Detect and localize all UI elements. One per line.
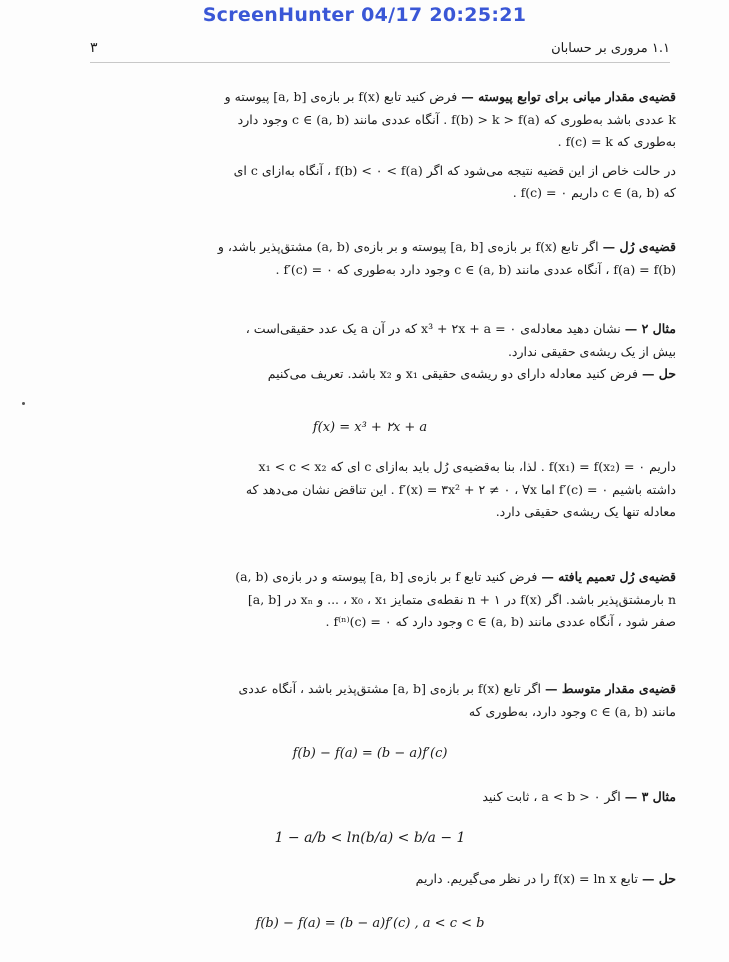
page-number: ۳: [90, 40, 98, 56]
ivt-title: قضیه‌ی مقدار میانی برای توابع پیوسته —: [461, 89, 676, 104]
ex2-line-1: مثال ۲ — نشان دهید معادله‌ی x³ + ۲x + a = ۰ که در آن a یک عدد حقیقی‌است ،: [245, 321, 676, 336]
section-title: ۱.۱ مروری بر حسابان: [551, 41, 670, 56]
ex3-inequality: 1 − a/b < ln(b/a) < b/a − 1: [274, 830, 466, 846]
ex2-equation: f(x) = x³ + ۲x + a: [312, 420, 428, 435]
rolle-title: قضیه‌ی رُل —: [602, 239, 676, 254]
ex2-solution-line-3: داشته باشیم f′(c) = ۰ اما f′(x) = ۳x² + ۲ ≠ ۰ ، ∀x . این تناقض نشان می‌دهد که: [245, 481, 676, 497]
ivt-line-4: در حالت خاص از این قضیه نتیجه می‌شود که اگر f(b) < ۰ < f(a) ، آنگاه به‌ازای c ای: [233, 162, 676, 178]
mvt-block: [96, 678, 676, 723]
ex3-line-1: مثال ۳ — اگر ۰ < a < b ، ثابت کنید: [482, 789, 676, 804]
ivt-block: [96, 86, 676, 205]
rolle-block: [96, 236, 676, 281]
example-2-solution: [96, 456, 676, 524]
ex2-solution-line-4: معادله تنها یک ریشه‌ی حقیقی دارد.: [495, 504, 676, 519]
rolle-line-1: قضیه‌ی رُل — اگر تابع f(x) بر بازه‌ی [a, b] پیوسته و بر بازه‌ی (a, b) مشتق‌پذیر باشد، و: [217, 239, 676, 254]
mvt-equation: f(b) − f(a) = (b − a)f′(c): [292, 746, 448, 761]
ivt-line-2: k عددی باشد به‌طوری که f(b) > k > f(a) . آنگاه عددی مانند c ∈ (a, b) وجود دارد: [237, 111, 676, 127]
example-3-block: [96, 786, 676, 809]
grolle-line-2: n بارمشتق‌پذیر باشد. اگر f(x) در n + ۱ نقطه‌ی متمایز x₀ ، x₁ ، ... و xₙ در [a, b]: [247, 591, 676, 607]
grolle-line-1: قضیه‌ی رُل تعمیم یافته — فرض کنید تابع f بر بازه‌ی [a, b] پیوسته و در بازه‌ی (a, b): [235, 569, 676, 584]
grolle-line-3: صفر شود ، آنگاه عددی مانند c ∈ (a, b) وجود دارد که f⁽ⁿ⁾(c) = ۰ .: [325, 614, 676, 629]
ex2-solution-line-1: حل — فرض کنید معادله دارای دو ریشه‌ی حقیقی x₁ و x₂ باشد. تعریف می‌کنیم: [267, 366, 676, 381]
example-3-solution: [96, 868, 676, 891]
ivt-line-5: که c ∈ (a, b) داریم f(c) = ۰ .: [512, 185, 676, 200]
ex2-solution-line-2: داریم f(x₁) = f(x₂) = ۰ . لذا، بنا به‌قضیه‌ی رُل باید به‌ازای c ای که x₁ < c < x₂: [258, 459, 676, 474]
ex3-solution-line-1: حل — تابع f(x) = ln x را در نظر می‌گیریم. داریم: [415, 871, 676, 886]
ivt-line-3: به‌طوری که f(c) = k .: [557, 134, 676, 149]
ex2-line-2: بیش از یک ریشه‌ی حقیقی ندارد.: [507, 343, 676, 359]
rolle-line-2: f(a) = f(b) ، آنگاه عددی مانند c ∈ (a, b) وجود دارد به‌طوری که f′(c) = ۰ .: [275, 261, 676, 277]
grolle-title: قضیه‌ی رُل تعمیم یافته —: [541, 569, 676, 584]
screenhunter-stamp: ScreenHunter 04/17 20:25:21: [202, 4, 527, 26]
mvt-line-1: قضیه‌ی مقدار متوسط — اگر تابع f(x) بر بازه‌ی [a, b] مشتق‌پذیر باشد ، آنگاه عددی: [238, 681, 676, 696]
example-2-block: [96, 318, 676, 386]
ex3-title: مثال ۳ —: [624, 789, 676, 804]
mvt-title: قضیه‌ی مقدار متوسط —: [545, 681, 676, 696]
page-header: [90, 40, 670, 56]
ivt-line-1: قضیه‌ی مقدار میانی برای توابع پیوسته — فرض کنید تابع f(x) بر بازه‌ی [a, b] پیوسته و: [224, 89, 676, 104]
ex2-title: مثال ۲ —: [624, 321, 676, 336]
header-rule: [90, 62, 670, 63]
ex3-solution-title: حل —: [641, 871, 676, 886]
margin-speck: [22, 402, 25, 405]
mvt-line-2: مانند c ∈ (a, b) وجود دارد، به‌طوری که: [468, 703, 676, 719]
ex3-equation: f(b) − f(a) = (b − a)f′(c) , a < c < b: [255, 916, 485, 931]
ex2-solution-title: حل —: [641, 366, 676, 381]
generalized-rolle-block: [96, 566, 676, 634]
